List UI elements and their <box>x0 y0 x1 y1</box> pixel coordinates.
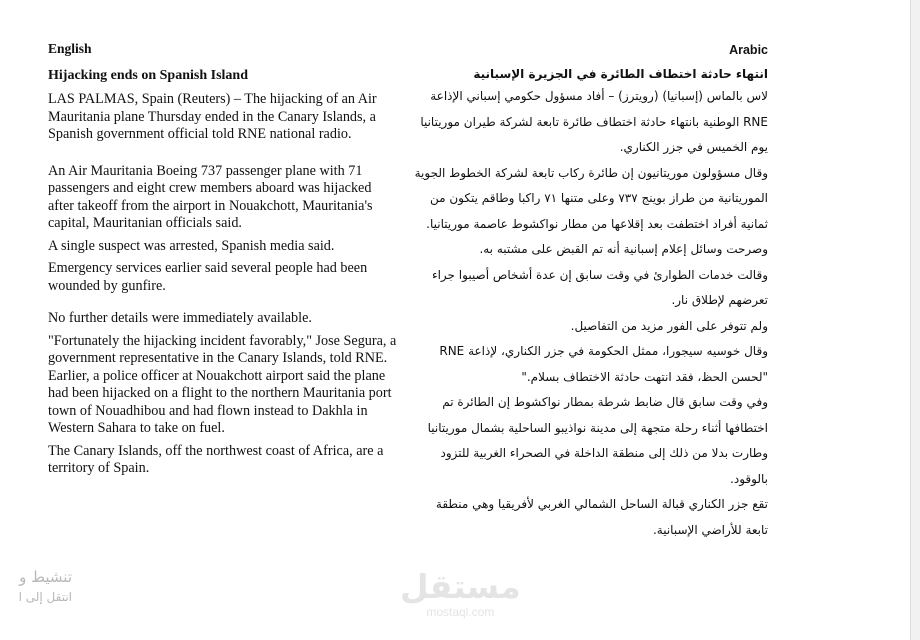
arabic-paragraph: تقع جزر الكناري قبالة الساحل الشمالي الغربي لأفريقيا وهي منطقة تابعة للأراضي الإسبانية. <box>435 497 768 537</box>
windows-activation-overlay <box>0 566 72 606</box>
english-paragraph: An Air Mauritania Boeing 737 passenger plane with 71 passengers and eight crew members aboard was hijacked after takeoff from the airport in Nouakchott, Mauritania's capital, Mauritanian officials said. <box>48 162 373 231</box>
english-paragraph: No further details were immediately available. <box>48 310 312 326</box>
english-paragraph: LAS PALMAS, Spain (Reuters) – The hijacking of an Air Mauritania plane Thursday ended in the Canary Islands, a Spanish government official told RNE national radio. <box>48 91 377 142</box>
english-language-label: English <box>48 41 92 56</box>
english-paragraph: A single suspect was arrested, Spanish media said. <box>48 237 335 254</box>
english-column <box>48 40 400 478</box>
activation-line-2: انتقل إلى ا <box>18 590 72 604</box>
arabic-language-label: Arabic <box>729 43 768 57</box>
arabic-paragraph: وقالت خدمات الطوارئ في وقت سابق إن عدة أشخاص أصيبوا جراء تعرضهم لإطلاق نار. <box>431 267 768 307</box>
arabic-paragraph: وقال خوسيه سيجورا، ممثل الحكومة في جزر الكناري، لإذاعة RNE "لحسن الحظ، فقد انتهت حادثة الاختطاف بسلام." <box>439 344 768 384</box>
arabic-column <box>410 42 768 543</box>
mostaql-watermark <box>400 568 521 618</box>
vertical-scrollbar[interactable] <box>910 0 920 640</box>
english-paragraph: "Fortunately the hijacking incident favorably," Jose Segura, a government representative in the Canary Islands, told RNE. <box>48 332 397 366</box>
arabic-paragraph: وفي وقت سابق قال ضابط شرطة بمطار نواكشوط إن الطائرة تم اختطافها أثناء رحلة متجهة إلى مدينة نواذيبو الساحلية بشمال موريتانيا وطارت بدلا من ذلك إلى منطقة الداخلة في الصحراء الغربية للتزود بالوقود. <box>427 395 768 486</box>
activation-line-1: تنشيط ﻭ <box>19 568 72 586</box>
arabic-paragraph: وقال مسؤولون موريتانيون إن طائرة ركاب تابعة لشركة الخطوط الجوية الموريتانية من طراز بوينج ٧٣٧ وعلى متنها ٧١ راكبا وطاقم يتكون من ثمانية أفراد اختطفت بعد إقلاعها من مطار نواكشوط عاصمة موريتانيا. <box>414 165 768 231</box>
arabic-paragraph: وصرحت وسائل إعلام إسبانية أنه تم القبض على مشتبه به. <box>479 242 768 256</box>
english-paragraph: Earlier, a police officer at Nouakchott airport said the plane had been hijacked on a flight to the northern Mauritania port town of Nouadhibou and had flown instead to Dakhla in Western Sahara to take on fuel. <box>48 367 392 436</box>
english-headline: Hijacking ends on Spanish Island <box>48 67 248 83</box>
arabic-headline: انتهاء حادثة اختطاف الطائرة في الجزيرة الإسبانية <box>473 67 768 81</box>
watermark-url: mostaql.com <box>426 605 495 619</box>
arabic-paragraph: ولم تتوفر على الفور مزيد من التفاصيل. <box>570 318 768 333</box>
watermark-logo-text: مستقل <box>400 567 521 606</box>
arabic-paragraph: لاس بالماس (إسبانيا) (رويترز) – أفاد مسؤول حكومي إسباني الإذاعة RNE الوطنية بانتهاء حادثة اختطاف طائرة تابعة لشركة طيران موريتانيا يوم الخميس في جزر الكناري. <box>420 89 768 154</box>
english-paragraph: The Canary Islands, off the northwest coast of Africa, are a territory of Spain. <box>48 442 384 476</box>
english-paragraph: Emergency services earlier said several people had been wounded by gunfire. <box>48 260 368 294</box>
